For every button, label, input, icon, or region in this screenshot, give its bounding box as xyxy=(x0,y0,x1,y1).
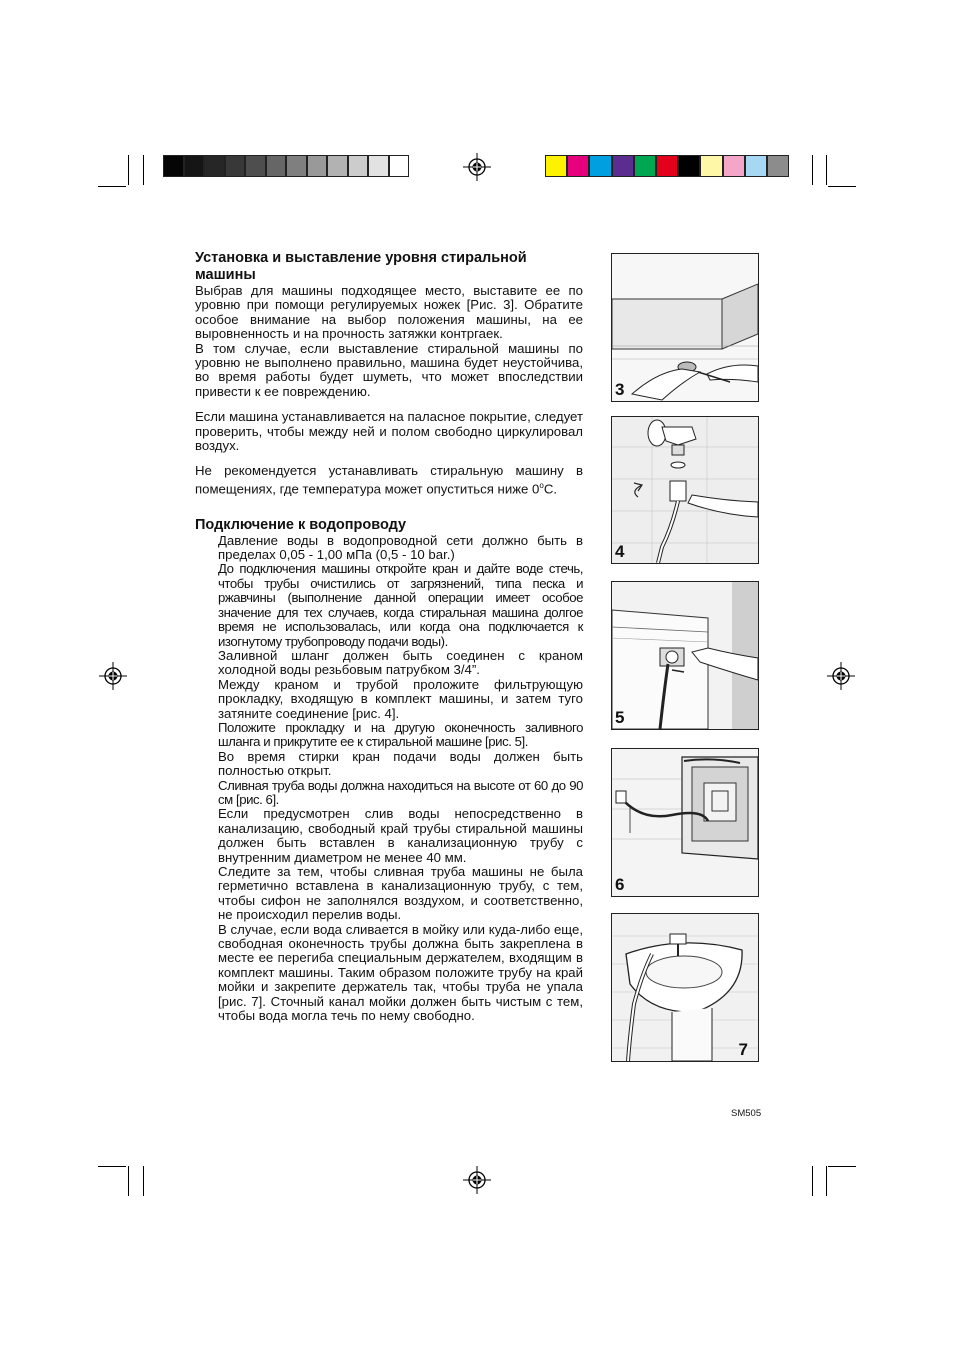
installation-paragraph-2: В том случае, если выставление стиральной машины по уровню не выполнено правильно, машина будет неустойчива, во время работы будет шуметь, что может впоследствии привести к ее повреждению. xyxy=(195,340,583,399)
figure-number: 7 xyxy=(738,1040,748,1059)
figure-4-tap-connection xyxy=(611,416,759,564)
section-title-water: Подключение к водопроводу xyxy=(195,516,407,533)
color-swatch xyxy=(567,155,589,177)
color-bar xyxy=(545,155,789,177)
color-swatch xyxy=(545,155,567,177)
color-swatch xyxy=(266,155,287,177)
water-item: До подключения машины откройте кран и дайте воде стечь, чтобы трубы очистились от загрязнений, типа песка и ржавчины (выполнение данной операции имеет особое значение для тех случаев, когда стиральная машина долгое время не использовалась, или когда она подключается к изогнутому трубопроводу подачи воды). xyxy=(218,561,583,649)
water-item: Сливная труба воды должна находиться на высоте от 60 до 90 см [рис. 6]. xyxy=(218,777,583,807)
registration-mark-icon xyxy=(98,661,128,691)
figure-number: 6 xyxy=(615,875,625,894)
figure-number: 4 xyxy=(615,542,625,561)
color-swatch xyxy=(348,155,369,177)
water-item: Если предусмотрен слив воды непосредственно в канализацию, свободный край трубы стиральной машины должен быть вставлен в канализационную трубу с внутренним диаметром не менее 40 мм. xyxy=(218,806,583,865)
installation-paragraph-4: Не рекомендуется устанавливать стиральную машину в помещениях, где температура может опуститься ниже 0$^o$C. xyxy=(195,463,583,497)
color-swatch xyxy=(767,155,789,177)
color-swatch xyxy=(700,155,722,177)
figure-7-drain-sink xyxy=(611,913,759,1062)
installation-paragraph-1: Выбрав для машины подходящее место, выставите ее по уровню при помощи регулируемых ножек [Рис. 3]. Обратите особое внимание на выбор положения машины, на ее выровненность и на прочность затяжки контргаек. xyxy=(195,283,583,342)
color-swatch xyxy=(389,155,410,177)
section-title-installation: Установка и выставление уровня стиральной машины xyxy=(195,250,527,283)
color-swatch xyxy=(327,155,348,177)
registration-mark-icon xyxy=(462,1165,492,1195)
water-item: Во время стирки кран подачи воды должен быть полностью открыт. xyxy=(218,748,583,779)
registration-mark-icon xyxy=(826,661,856,691)
color-swatch xyxy=(307,155,328,177)
figure-3-leveling xyxy=(611,253,759,402)
color-swatch xyxy=(163,155,184,177)
water-item: Положите прокладку и на другую оконечность заливного шланга и прикрутите ее к стиральной машине [рис. 5]. xyxy=(218,719,583,750)
figure-number: 3 xyxy=(615,380,625,399)
grayscale-bar xyxy=(163,155,409,177)
color-swatch xyxy=(589,155,611,177)
color-swatch xyxy=(634,155,656,177)
color-swatch xyxy=(612,155,634,177)
color-swatch xyxy=(184,155,205,177)
color-swatch xyxy=(286,155,307,177)
installation-paragraph-3: Если машина устанавливается на паласное покрытие, следует проверить, чтобы между ней и полом свободно циркулировал воздух. xyxy=(195,409,583,454)
water-item: В случае, если вода сливается в мойку или куда-либо еще, свободная оконечность трубы должна быть закреплена в месте ее перегиба специальным держателем, входящим в комплект машины. Таким образом положите трубу на край мойки и закрепите держатель так, чтобы труба не упала [рис. 7]. Сточный канал мойки должен быть чистым с тем, чтобы вода могла течь по нему свободно. xyxy=(218,921,583,1024)
figure-6-drain-height xyxy=(611,748,759,897)
color-swatch xyxy=(225,155,246,177)
water-item: Заливной шланг должен быть соединен с краном холодной воды резьбовым патрубком 3/4”. xyxy=(218,647,583,678)
color-swatch xyxy=(656,155,678,177)
color-swatch xyxy=(245,155,266,177)
color-swatch xyxy=(204,155,225,177)
water-item: Между краном и трубой проложите фильтрующую прокладку, входящую в комплект машины, и затем туго затяните соединение [рис. 4]. xyxy=(218,676,583,721)
color-swatch xyxy=(723,155,745,177)
color-swatch xyxy=(368,155,389,177)
figure-number: 5 xyxy=(615,708,625,727)
document-code: SM505 xyxy=(731,1108,762,1119)
color-swatch xyxy=(745,155,767,177)
figure-5-hose-to-machine xyxy=(611,581,759,730)
main-text xyxy=(195,250,583,1023)
color-swatch xyxy=(678,155,700,177)
water-item: Следите за тем, чтобы сливная труба машины не была герметично вставлена в канализационную трубу, с тем, чтобы сифон не заполнялся воздухом, и соответственно, не происходил перелив воды. xyxy=(218,864,583,923)
water-items xyxy=(195,534,583,1024)
water-item: Давление воды в водопроводной сети должно быть в пределах 0,05 - 1,00 мПа (0,5 - 10 bar.) xyxy=(218,532,583,563)
registration-mark-icon xyxy=(462,152,492,182)
